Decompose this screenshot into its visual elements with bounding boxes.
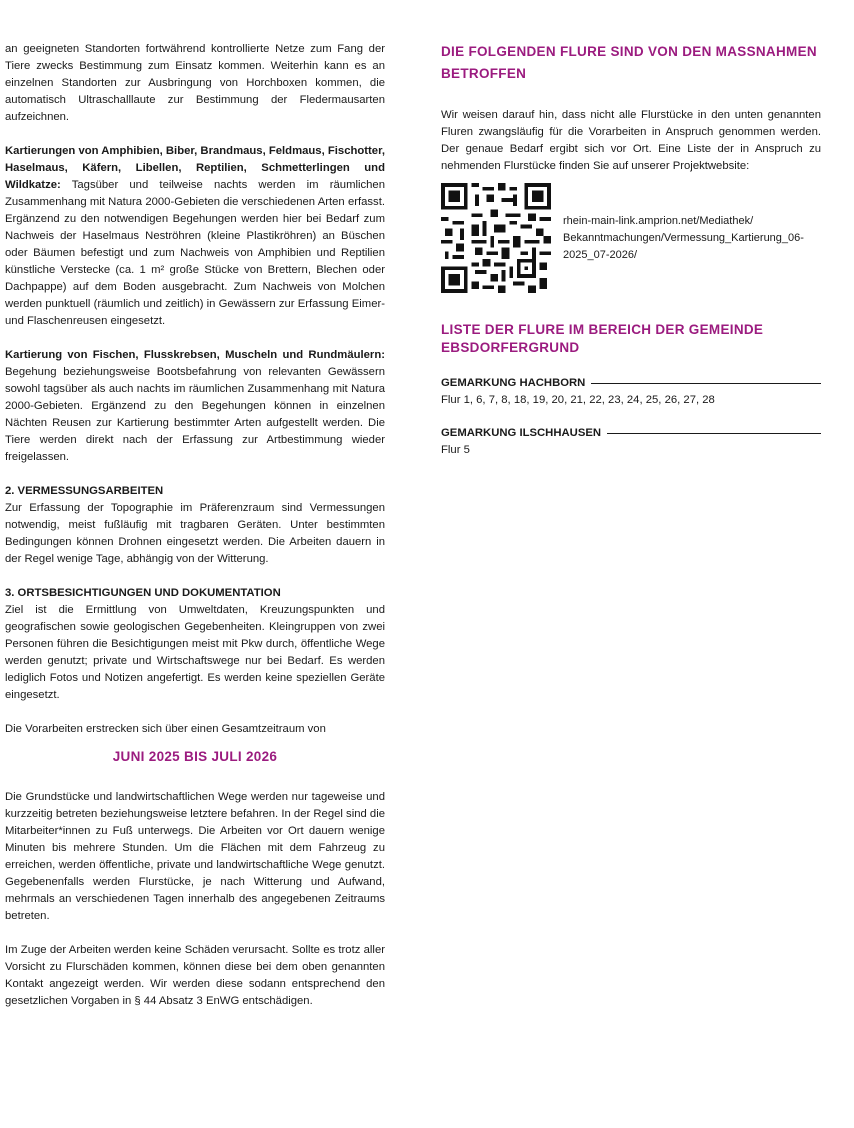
title-liste-flure: LISTE DER FLURE IM BEREICH DER GEMEINDE EBSDORFERGRUND (441, 322, 764, 355)
gemarkung-hachborn-heading (441, 375, 821, 392)
project-website-link[interactable]: rhein-main-link.amprion.net/Mediathek/ Bekanntmachungen/Vermessung_Kartierung_06-2025_07-2026/ (563, 214, 804, 261)
qr-section (441, 183, 821, 293)
paragraph-betreten: Die Grundstücke und landwirtschaftlichen Wege werden nur tageweise und kurzzeitig betreten beziehungsweise letztere befahren. In der Regel sind die Mitarbeiter*innen zu Fuß unterwegs. Die Arbeiten vor Ort dauern wenige Minuten bis mehrere Stunden. Um die Flächen mit dem Fahrzeug zu erreichen, werden öffentliche, private und landwirtschaftliche Wege genutzt. Gegebenenfalls werden Flurstücke, je nach Witterung und Aufwand, mehrmals an verschiedenen Tagen innerhalb des angegebenen Zeitraums betreten. (5, 791, 385, 922)
left-column (5, 41, 385, 1027)
right-column (441, 41, 821, 459)
gemarkung-ilschhausen-label: GEMARKUNG ILSCHHAUSEN (441, 427, 602, 439)
paragraph-zeitraum-intro: Die Vorarbeiten erstrecken sich über einen Gesamtzeitraum von (5, 723, 326, 735)
title-betroffene-flure: DIE FOLGENDEN FLURE SIND VON DEN MASSNAHMEN BETROFFEN (441, 44, 817, 81)
amphibien-text: Tagsüber und teilweise nachts werden im räumlichen Zusammenhang mit Natura 2000-Gebieten die verschiedenen Arten erfasst. Ergänzend zu den notwendigen Begehungen werden hier bei Bedarf zum Nachweis der Haselmaus Neströhren (kleine Plastikröhren) an Büschen oder Bäumen befestigt und zum Nachweis von Amphibien und Reptilien künstliche Verstecke (ca. 1 m² große Stücke von Brettern, Blechen oder Dachpappe) auf dem Boden ausgebracht. Zum Nachweis von Molchen werden punktuell (räumlich und zeitlich) in Gewässern zur Erfassung Eimer- und Flaschenreusen eingesetzt. (5, 179, 385, 327)
paragraph-ortsbesichtigung: Ziel ist die Ermittlung von Umweltdaten, Kreuzungspunkten und geografischen sowie geologischen Gegebenheiten. Kleingruppen von zwei Personen führen die Besichtigungen meist mit Pkw durch, öffentliche Wege werden genutzt; private und Wirtschaftswege nur bei Bedarf. Es werden lediglich Fotos und Notizen angefertigt. Es werden keine speziellen Geräte eingesetzt. (5, 604, 385, 701)
gemarkung-hachborn-flure: Flur 1, 6, 7, 8, 18, 19, 20, 21, 22, 23, 24, 25, 26, 27, 28 (441, 394, 715, 406)
paragraph-fische (5, 347, 385, 466)
paragraph-amphibien (5, 143, 385, 330)
gemarkung-hachborn-label: GEMARKUNG HACHBORN (441, 377, 586, 389)
paragraph-vermessung: Zur Erfassung der Topographie im Präferenzraum sind Vermessungen notwendig, meist fußläufig mit tragbaren Geräten. Unter bestimmten Bedingungen können Drohnen eingesetzt werden. Die Arbeiten dauern in der Regel wenige Tage, abhängig von der Witterung. (5, 502, 385, 565)
fische-text: Begehung beziehungsweise Bootsbefahrung von relevanten Gewässern sowohl tagsüber als auch nachts im räumlichen Zusammenhang mit Natura 2000-Gebieten. Ergänzend zu den Begehungen können in einzelnen Nächten Reusen zur Kartierung bestimmter Arten aufgestellt werden. Die Tiere werden direkt nach der Erfassung zur Artbestimmung wieder freigelassen. (5, 366, 385, 463)
paragraph-hinweis: Wir weisen darauf hin, dass nicht alle Flurstücke in den unten genannten Fluren zwangsläufig für die Vorarbeiten in Anspruch genommen werden. Der genaue Bedarf ergibt sich vor Ort. Eine Liste der in Anspruch zu nehmenden Flurstücke finden Sie auf unserer Projektwebsite: (441, 109, 821, 172)
divider-line (591, 383, 821, 384)
amphibien-heading: Kartierungen von Amphibien, Biber, Brandmaus, Feldmaus, Fischotter, Haselmaus, Käfern, Libellen, Reptilien, Schmetterlingen und Wildkatze: (5, 145, 385, 191)
fische-heading: Kartierung von Fischen, Flusskrebsen, Muscheln und Rundmäulern: (5, 349, 385, 361)
period-highlight: JUNI 2025 BIS JULI 2026 (112, 749, 278, 764)
paragraph-fledermaus: an geeigneten Standorten fortwährend kontrollierte Netze zum Fang der Tiere zwecks Bestimmung zum Einsatz kommen. Weiterhin kann es an einzelnen Standorten zur Ausbringung von Horchboxen kommen, die automatisch Ultraschalllaute zur Bestimmung der Fledermausarten aufzeichnen. (5, 43, 385, 123)
paragraph-schaeden: Im Zuge der Arbeiten werden keine Schäden verursacht. Sollte es trotz aller Vorsicht zu Flurschäden kommen, können diese bei dem oben genannten Kontakt angezeigt werden. Wir werden diese sodann entsprechend den gesetzlichen Vorgaben in § 44 Absatz 3 EnWG entschädigen. (5, 944, 385, 1007)
qr-code-icon (441, 183, 551, 293)
heading-vermessung: 2. VERMESSUNGSARBEITEN (5, 485, 164, 497)
gemarkung-ilschhausen-heading (441, 425, 821, 442)
divider-line (607, 433, 821, 434)
gemarkung-ilschhausen-flure: Flur 5 (441, 444, 470, 456)
heading-ortsbesichtigung: 3. ORTSBESICHTIGUNGEN UND DOKUMENTATION (5, 587, 281, 599)
